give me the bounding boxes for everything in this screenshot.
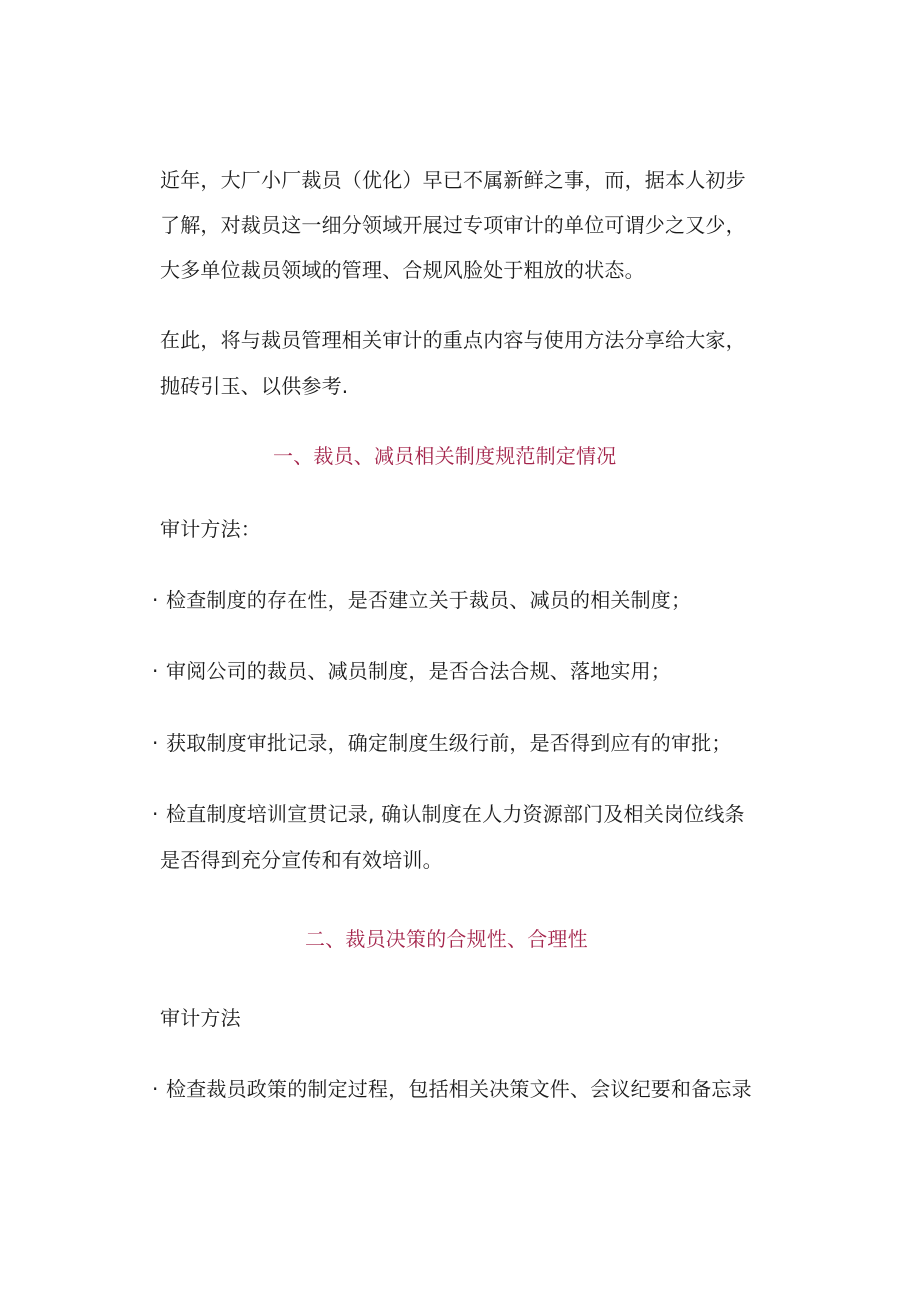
intro-para1-line2: 了解，对裁员这一细分领域开展过专项审计的单位可谓少之又少， — [160, 213, 746, 237]
bullet-dot: · — [152, 731, 159, 755]
intro-para1-line3: 大多单位裁员领域的管理、合规风脸处于粗放的状态。 — [160, 258, 645, 282]
bullet-dot: · — [152, 659, 159, 683]
section1-heading: 一、裁员、减员相关制度规范制定情况 — [273, 444, 617, 468]
intro-para2-line1: 在此，将与裁员管理相关审计的重点内容与使用方法分享给大家， — [160, 328, 746, 352]
bullet-text: 检查裁员政策的制定过程，包括相关决策文件、会议纪要和备忘录 — [166, 1077, 752, 1101]
section1-bullet-3 — [152, 729, 732, 757]
section2-bullet-1 — [152, 1075, 752, 1103]
intro-para2-line2: 抛砖引玉、以供参考. — [160, 374, 349, 398]
bullet-dot: · — [152, 1077, 159, 1101]
section1-bullet-2 — [152, 657, 671, 685]
bullet-text: 检直制度培训宣贯记录, 确认制度在人力资源部门及相关岗位线条 — [166, 802, 745, 826]
bullet-text: 获取制度审批记录，确定制度生级行前，是否得到应有的审批； — [166, 731, 732, 755]
section2-heading: 二、裁员决策的合规性、合理性 — [305, 927, 588, 951]
section1-bullet-4 — [152, 800, 745, 828]
bullet-text: 检查制度的存在性，是否建立关于裁员、减员的相关制度； — [166, 588, 692, 612]
section1-bullet-1 — [152, 586, 691, 614]
section2-method-label: 审计方法 — [160, 1006, 241, 1030]
bullet-dot: · — [152, 802, 159, 826]
bullet-dot: · — [152, 588, 159, 612]
intro-para1-line1: 近年，大厂小厂裁员（优化）早已不属新鲜之事，而，据本人初步 — [160, 168, 746, 192]
section1-bullet-4-continuation: 是否得到充分宣传和有效培训。 — [160, 848, 443, 872]
bullet-text: 审阅公司的裁员、减员制度，是否合法合规、落地实用； — [166, 659, 671, 683]
section1-method-label: 审计方法： — [160, 517, 261, 541]
